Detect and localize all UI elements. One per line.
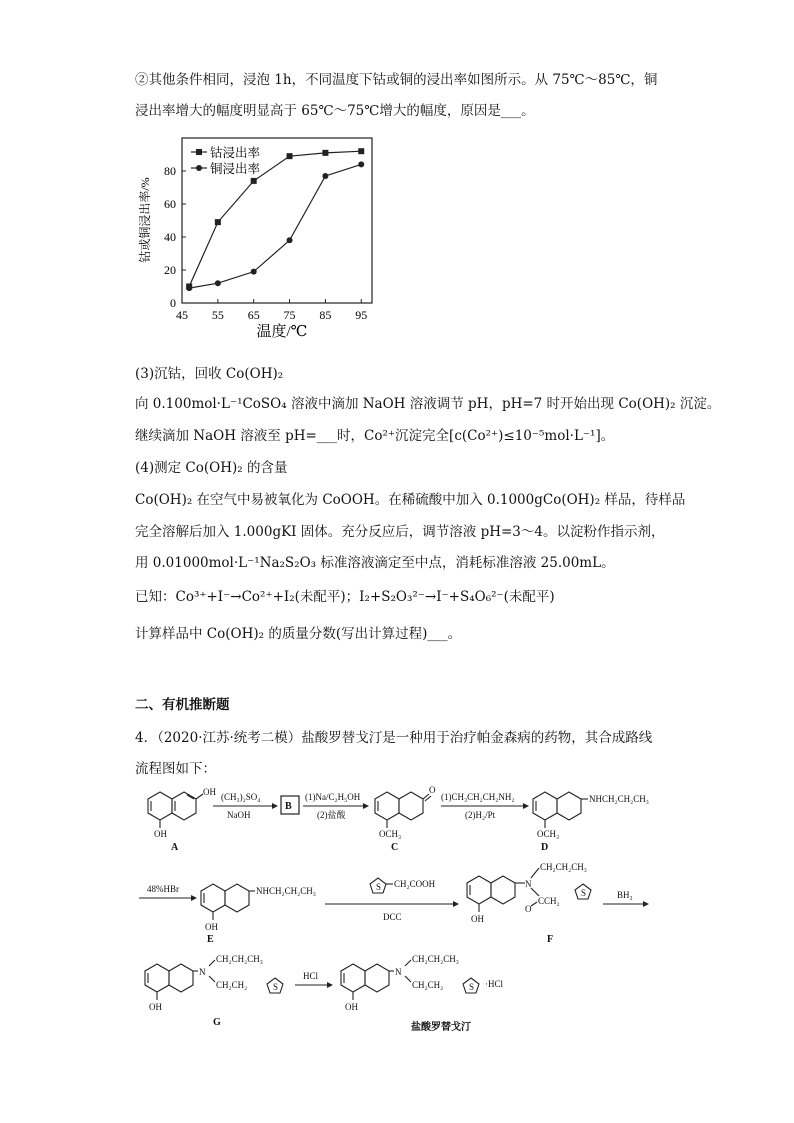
svg-text:HCl: HCl <box>303 971 319 981</box>
svg-text:N: N <box>525 879 532 889</box>
data-point-square <box>251 178 257 184</box>
q3-title: (3)沉钴，回收 Co(OH)₂ <box>135 366 284 382</box>
series-line-2 <box>189 164 361 288</box>
section-heading: 二、有机推断题 <box>135 697 230 713</box>
svg-text:OH: OH <box>471 914 484 924</box>
q4-line-1: Co(OH)₂ 在空气中易被氧化为 CoOOH。在稀硫酸中加入 0.1000gCo(OH)₂ 样品，待样品 <box>135 492 686 508</box>
compound-E <box>201 884 255 920</box>
svg-text:S: S <box>581 888 587 898</box>
data-point-circle <box>251 269 257 275</box>
y-tick-label: 80 <box>164 164 176 178</box>
svg-text:CH₂CH₂CH₃: CH₂CH₂CH₃ <box>412 954 459 964</box>
x-tick-label: 75 <box>283 308 296 322</box>
y-tick-label: 40 <box>164 230 176 244</box>
svg-text:CH₂COOH: CH₂COOH <box>394 879 436 889</box>
data-point-square <box>358 148 364 154</box>
svg-text:CCH₂: CCH₂ <box>538 896 560 906</box>
q4-line-2: 完全溶解后加入 1.000gKI 固体。充分反应后，调节溶液 pH=3～4。以淀粉作指示剂， <box>135 524 665 540</box>
question-4-line-1: 4．（2020·江苏·统考二模）盐酸罗替戈汀是一种用于治疗帕金森病的药物，其合成路线 <box>135 730 653 746</box>
data-point-circle <box>322 173 328 179</box>
svg-text:DCC: DCC <box>383 912 402 922</box>
svg-text:N: N <box>395 967 402 977</box>
svg-text:·HCl: ·HCl <box>485 979 503 989</box>
q4-line-3: 用 0.01000mol·L⁻¹Na₂S₂O₃ 标准溶液滴定至中点，消耗标准溶液 25.00mL。 <box>135 555 615 571</box>
svg-text:CH₂CH₂CH₃: CH₂CH₂CH₃ <box>216 954 263 964</box>
svg-text:(2)H₂/Pt: (2)H₂/Pt <box>465 810 496 820</box>
svg-text:OH: OH <box>154 829 167 839</box>
svg-text:OCH₃: OCH₃ <box>379 829 402 839</box>
x-tick-label: 65 <box>247 308 260 322</box>
label-D: D <box>541 842 549 853</box>
question-4-line-2: 流程图如下： <box>135 761 216 777</box>
svg-text:OH: OH <box>345 1002 358 1012</box>
data-point-circle <box>186 285 192 291</box>
svg-text:CH₂CH₂: CH₂CH₂ <box>412 980 444 990</box>
compound-A <box>148 792 203 828</box>
label-rotigotine-hcl: 盐酸罗替戈汀 <box>411 1022 471 1033</box>
svg-text:S: S <box>469 982 475 992</box>
svg-text:NaOH: NaOH <box>227 810 251 820</box>
legend <box>191 145 261 176</box>
svg-text:N: N <box>199 967 206 977</box>
svg-text:OH: OH <box>205 922 218 932</box>
q2-line-2: 浸出率增大的幅度明显高于 65℃～75℃增大的幅度，原因是___。 <box>135 103 535 119</box>
q4-title: (4)测定 Co(OH)₂ 的含量 <box>135 460 288 476</box>
legend-series-2: 铜浸出率 <box>210 162 261 176</box>
svg-text:(2)盐酸: (2)盐酸 <box>317 810 346 820</box>
label-F: F <box>547 934 554 945</box>
svg-text:O: O <box>429 785 436 795</box>
x-axis-label: 温度/℃ <box>256 324 308 340</box>
svg-text:S: S <box>376 882 382 892</box>
x-tick-label: 45 <box>176 308 188 322</box>
x-tick-label: 95 <box>355 308 368 322</box>
svg-text:(1)CH₃CH₂CH₂NH₂: (1)CH₃CH₂CH₂NH₂ <box>441 792 515 802</box>
svg-text:CH₂CH₂CH₃: CH₂CH₂CH₃ <box>540 862 587 872</box>
compound-G <box>145 960 283 1000</box>
svg-text:CH₂CH₂: CH₂CH₂ <box>216 980 248 990</box>
y-tick-label: 60 <box>164 197 176 211</box>
legend-square-marker <box>196 149 202 155</box>
x-tick-label: 85 <box>319 308 332 322</box>
svg-text:(1)Na/C₂H₅OH: (1)Na/C₂H₅OH <box>305 792 361 802</box>
svg-text:O: O <box>525 904 532 914</box>
label-G: G <box>213 1017 221 1028</box>
q4-ask: 计算样品中 Co(OH)₂ 的质量分数(写出计算过程)___。 <box>135 626 462 642</box>
compound-rotigotine-hcl <box>341 960 479 1000</box>
label-E: E <box>207 934 214 945</box>
data-point-circle <box>358 161 364 167</box>
svg-text:48%HBr: 48%HBr <box>147 884 179 894</box>
label-C: C <box>391 842 399 853</box>
label-A: A <box>171 842 179 853</box>
svg-text:B: B <box>285 801 292 812</box>
svg-text:OCH₃: OCH₃ <box>537 829 560 839</box>
data-point-square <box>287 153 293 159</box>
legend-circle-marker <box>196 165 202 171</box>
compound-D <box>533 792 588 828</box>
data-point-circle <box>215 280 221 286</box>
thiophene-acetic-acid <box>370 878 393 893</box>
q3-line-2: 继续滴加 NaOH 溶液至 pH=___时，Co²⁺沉淀完全[c(Co²⁺)≤10⁻⁵mol·L⁻¹]。 <box>135 428 615 444</box>
svg-text:OH: OH <box>203 787 216 797</box>
svg-text:BH₃: BH₃ <box>617 890 633 900</box>
data-point-square <box>322 150 328 156</box>
leaching-rate-chart <box>135 130 385 345</box>
q4-known: 已知：Co³⁺+I⁻→Co²⁺+I₂(未配平)；I₂+S₂O₃²⁻→I⁻+S₄O₆²⁻(未配平) <box>135 589 555 605</box>
svg-text:NHCH₂CH₂CH₃: NHCH₂CH₂CH₃ <box>589 794 649 804</box>
data-point-square <box>215 219 221 225</box>
svg-text:S: S <box>273 982 279 992</box>
svg-text:OH: OH <box>149 1002 162 1012</box>
x-tick-label: 55 <box>211 308 224 322</box>
data-point-circle <box>287 237 293 243</box>
legend-series-1: 钴浸出率 <box>210 146 261 160</box>
synthesis-scheme <box>135 780 665 1050</box>
y-tick-label: 20 <box>164 263 176 277</box>
svg-text:NHCH₂CH₂CH₃: NHCH₂CH₂CH₃ <box>256 886 316 896</box>
y-tick-label: 0 <box>170 296 176 310</box>
q2-line-1: ②其他条件相同，浸泡 1h，不同温度下钴或铜的浸出率如图所示。从 75℃～85℃，铜 <box>135 72 658 88</box>
svg-text:(CH₃)₂SO₄: (CH₃)₂SO₄ <box>221 792 261 802</box>
compound-C <box>375 792 431 828</box>
q3-line-1: 向 0.100mol·L⁻¹CoSO₄ 溶液中滴加 NaOH 溶液调节 pH，pH=7 时开始出现 Co(OH)₂ 沉淀。 <box>135 396 721 412</box>
y-axis-label: 钴或铜浸出率/% <box>138 177 152 263</box>
